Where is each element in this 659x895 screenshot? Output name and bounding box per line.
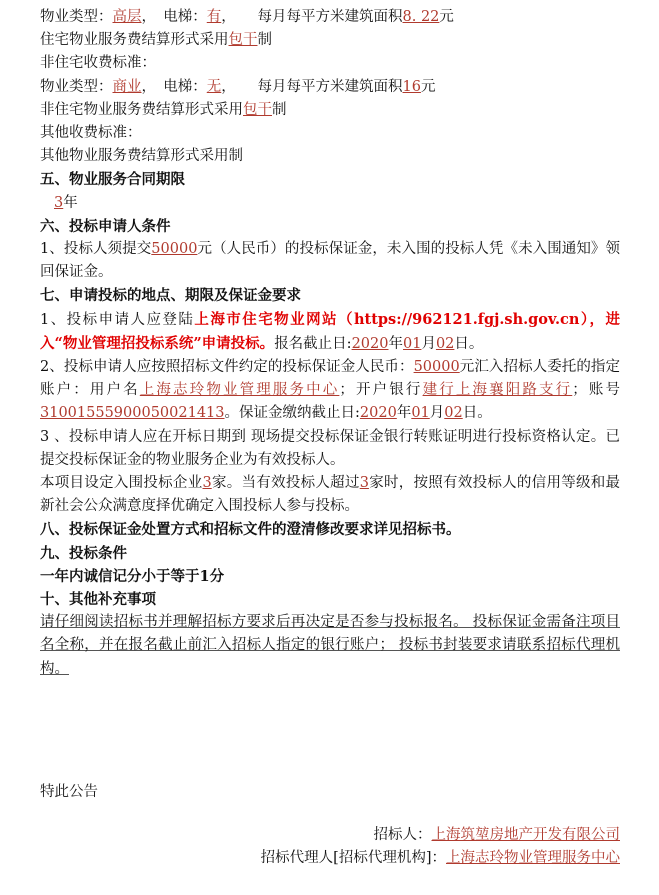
spacer <box>40 804 620 824</box>
contract-term: 3年 <box>54 194 78 211</box>
residential-fee-line: 物业类型：高层， 电梯：有， 每月每平方米建筑面积8. 22元 <box>40 9 454 25</box>
section-8-heading: 八、投标保证金处置方式和招标文件的澄清修改要求详见招标书。 <box>40 521 461 539</box>
agent-line: 招标代理人[招标代理机构]：上海志玲物业管理服务中心 <box>260 850 620 867</box>
section-7-paragraph-3: 3 、投标申请人应在开标日期到 现场提交投标保证金银行转账证明进行投标资格认定。已提交投标保证金的物业服务企业为有效投标人。 <box>40 428 620 468</box>
section-10-heading: 十、其他补充事项 <box>40 591 156 609</box>
account-user-name: 上海志玲物业管理服务中心 <box>139 382 340 399</box>
other-fee-settlement: 其他物业服务费结算形式采用制 <box>40 148 243 165</box>
residential-settlement-line: 住宅物业服务费结算形式采用包干制 <box>40 32 272 49</box>
residential-elevator-value: 有 <box>206 9 222 25</box>
contract-term-value: 3 <box>54 194 64 211</box>
nonresidential-fee-value: 16 <box>402 78 421 95</box>
website-instruction: 上海市住宅物业网站（https://962121.fgj.sh.gov.cn），进入“物业管理招投标系统”申请投标。 <box>40 310 621 352</box>
section-9-item: 一年内诚信记分小于等于1分 <box>40 567 225 585</box>
section-10-text: 请仔细阅读招标书并理解招标方要求后再决定是否参与投标报名。 投标保证金需备注项目名全称，并在报名截止前汇入招标人指定的银行账户； 投标书封装要求请联系招标代理机构。 <box>40 614 620 677</box>
section-6-paragraph-1: 1、投标人须提交50000元（人民币）的投标保证金，未入围的投标人凭《未入围通知》领回保证金。 <box>40 241 620 281</box>
section-7-paragraph-2: 2、投标申请人应按照招标文件约定的投标保证金人民币：50000元汇入招标人委托的指定账户：用户名上海志玲物业管理服务中心；开户银行建行上海襄阳路支行；账号31001555900050021413。保证金缴纳截止日:2020年01月02日。 <box>40 359 621 422</box>
residential-fee-value: 8. 22 <box>402 9 440 25</box>
account-bank: 建行上海襄阳路支行 <box>422 382 573 399</box>
announcement-document <box>40 6 620 871</box>
residential-type-value: 高层 <box>112 9 142 25</box>
nonresidential-fee-line: 物业类型：商业， 电梯：无， 每月每平方米建筑面积16元 <box>40 78 436 95</box>
nonresidential-elevator-value: 无 <box>206 78 222 95</box>
section-5-heading: 五、物业服务合同期限 <box>40 171 185 189</box>
section-9-heading: 九、投标条件 <box>40 544 127 562</box>
tenderer-name: 上海筑堃房地产开发有限公司 <box>431 827 620 844</box>
residential-settlement-value: 包干 <box>228 32 258 49</box>
nonresidential-title: 非住宅收费标准： <box>40 55 156 72</box>
closing-notice: 特此公告 <box>40 783 98 800</box>
tenderer-line: 招标人：上海筑堃房地产开发有限公司 <box>373 827 620 844</box>
agent-name: 上海志玲物业管理服务中心 <box>446 850 620 867</box>
nonresidential-type-value: 商业 <box>112 78 142 95</box>
section-7-paragraph-4: 本项目设定入围投标企业3家。当有效投标人超过3家时，按照有效投标人的信用等级和最新社会公众满意度择优确定入围投标人参与投标。 <box>40 475 621 515</box>
spacer <box>40 681 620 781</box>
account-number: 31001555900050021413 <box>40 405 225 422</box>
section-6-heading: 六、投标申请人条件 <box>40 217 171 235</box>
other-fee-title: 其他收费标准： <box>40 125 142 142</box>
section-7-heading: 七、申请投标的地点、期限及保证金要求 <box>40 287 301 305</box>
nonresidential-settlement-value: 包干 <box>243 101 272 118</box>
section-7-paragraph-1: 1、投标申请人应登陆上海市住宅物业网站（https://962121.fgj.sh.gov.cn），进入“物业管理招投标系统”申请投标。报名截止日:2020年01月02日。 <box>40 310 621 352</box>
nonresidential-settlement-line: 非住宅物业服务费结算形式采用包干制 <box>40 101 287 118</box>
bid-deposit-amount: 50000 <box>151 241 198 258</box>
